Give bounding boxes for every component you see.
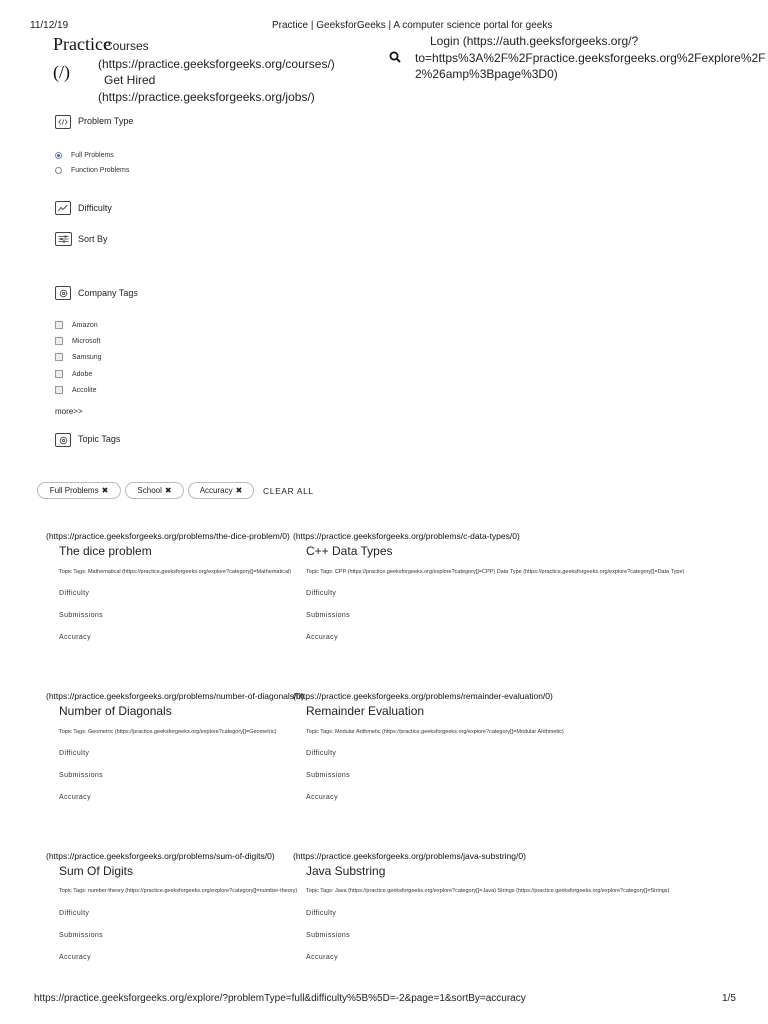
problem-url-link[interactable]: (https://practice.geeksforgeeks.org/problems/sum-of-digits/0) bbox=[46, 851, 275, 861]
problem-type-title[interactable]: Problem Type bbox=[78, 116, 134, 126]
nav-courses-label[interactable]: Courses bbox=[104, 39, 149, 53]
problem-difficulty-label: Difficulty bbox=[306, 750, 337, 757]
chip-accuracy-label: Accuracy bbox=[199, 486, 233, 495]
close-icon[interactable]: ✖ bbox=[235, 486, 243, 495]
problem-accuracy-label: Accuracy bbox=[59, 954, 91, 961]
problem-topic-tags: Topic Tags: Mathematical (https://practice.geeksforgeeks.org/explore?category[]=Mathematical) bbox=[59, 569, 292, 575]
trend-chart-icon bbox=[55, 201, 71, 215]
option-full-problems-label: Full Problems bbox=[71, 152, 114, 159]
company-adobe-label: Adobe bbox=[72, 371, 93, 378]
problem-url-link[interactable]: (https://practice.geeksforgeeks.org/problems/the-dice-problem/0) bbox=[46, 531, 290, 541]
company-samsung-label: Samsung bbox=[72, 354, 102, 361]
problem-topic-tags: Topic Tags: Java (https://practice.geeksforgeeks.org/explore?category[]=Java) Strings (https://practice.geeksforgeeks.org/explore?category[]=Strings) bbox=[306, 888, 670, 894]
search-icon[interactable] bbox=[389, 51, 401, 63]
problem-submissions-label: Submissions bbox=[59, 772, 104, 779]
close-icon[interactable]: ✖ bbox=[101, 486, 109, 495]
problem-accuracy-label: Accuracy bbox=[306, 634, 338, 641]
topic-gear-icon bbox=[55, 433, 71, 447]
sliders-icon bbox=[55, 232, 72, 246]
problem-title[interactable]: Java Substring bbox=[306, 864, 386, 878]
company-microsoft-label: Microsoft bbox=[72, 338, 101, 345]
problem-accuracy-label: Accuracy bbox=[59, 794, 91, 801]
brand-home-link[interactable]: (/) bbox=[53, 62, 70, 82]
problem-submissions-label: Submissions bbox=[306, 932, 351, 939]
checkbox-accolite[interactable] bbox=[55, 386, 63, 394]
nav-courses-url[interactable]: (https://practice.geeksforgeeks.org/courses/) bbox=[98, 57, 335, 71]
chip-full-problems[interactable] bbox=[37, 482, 121, 499]
checkbox-adobe[interactable] bbox=[55, 370, 63, 378]
problem-title[interactable]: Remainder Evaluation bbox=[306, 704, 425, 718]
problem-difficulty-label: Difficulty bbox=[59, 750, 90, 757]
problem-submissions-label: Submissions bbox=[306, 612, 351, 619]
problem-url-link[interactable]: (https://practice.geeksforgeeks.org/problems/java-substring/0) bbox=[293, 851, 526, 861]
problem-topic-tags: Topic Tags: Geometric (https://practice.geeksforgeeks.org/explore?category[]=Geometric) bbox=[59, 729, 277, 735]
problem-accuracy-label: Accuracy bbox=[59, 634, 91, 641]
problem-topic-tags: Topic Tags: number-theory (https://practice.geeksforgeeks.org/explore?category[]=number-theory) bbox=[59, 888, 298, 894]
problem-topic-tags: Topic Tags: CPP (https://practice.geeksforgeeks.org/explore?category[]=CPP) Data Type (https://practice.geeksforgeeks.org/explore?category[]=Data Type) bbox=[306, 569, 685, 575]
gear-icon bbox=[55, 286, 71, 300]
chip-school[interactable] bbox=[125, 482, 184, 499]
print-page-number: 1/5 bbox=[722, 993, 736, 1004]
problem-difficulty-label: Difficulty bbox=[306, 590, 337, 597]
problem-difficulty-label: Difficulty bbox=[306, 910, 337, 917]
chip-school-label: School bbox=[137, 486, 162, 495]
problem-accuracy-label: Accuracy bbox=[306, 794, 338, 801]
problem-url-link[interactable]: (https://practice.geeksforgeeks.org/problems/number-of-diagonals/0) bbox=[46, 691, 304, 701]
option-function-problems-label: Function Problems bbox=[71, 167, 130, 174]
chip-accuracy[interactable] bbox=[188, 482, 254, 499]
radio-full-problems[interactable] bbox=[55, 152, 62, 159]
login-link-line1[interactable]: Login (https://auth.geeksforgeeks.org/? bbox=[430, 34, 639, 48]
login-link-line2[interactable]: to=https%3A%2F%2Fpractice.geeksforgeeks.org%2Fexplore%2F bbox=[415, 51, 766, 65]
problem-difficulty-label: Difficulty bbox=[59, 590, 90, 597]
radio-function-problems[interactable] bbox=[55, 167, 62, 174]
problem-submissions-label: Submissions bbox=[306, 772, 351, 779]
code-icon bbox=[55, 115, 71, 129]
problem-submissions-label: Submissions bbox=[59, 612, 104, 619]
close-icon[interactable]: ✖ bbox=[164, 486, 172, 495]
checkbox-samsung[interactable] bbox=[55, 353, 63, 361]
problem-difficulty-label: Difficulty bbox=[59, 910, 90, 917]
print-date: 11/12/19 bbox=[30, 20, 69, 31]
problem-title[interactable]: The dice problem bbox=[59, 544, 152, 558]
company-amazon-label: Amazon bbox=[72, 322, 98, 329]
problem-title[interactable]: Number of Diagonals bbox=[59, 704, 172, 718]
problem-accuracy-label: Accuracy bbox=[306, 954, 338, 961]
checkbox-microsoft[interactable] bbox=[55, 337, 63, 345]
problem-topic-tags: Topic Tags: Modular Arithmetic (https://practice.geeksforgeeks.org/explore?category[]=Modular Arithmetic) bbox=[306, 729, 564, 735]
print-page-title: Practice | GeeksforGeeks | A computer science portal for geeks bbox=[272, 20, 553, 31]
topic-tags-title[interactable]: Topic Tags bbox=[78, 434, 121, 444]
nav-hired-url[interactable]: (https://practice.geeksforgeeks.org/jobs/) bbox=[98, 90, 315, 104]
company-more-link[interactable]: more>> bbox=[55, 407, 83, 416]
print-footer-url: https://practice.geeksforgeeks.org/explore/?problemType=full&difficulty%5B%5D=-2&page=1&sortBy=accuracy bbox=[34, 993, 526, 1004]
checkbox-amazon[interactable] bbox=[55, 321, 63, 329]
nav-hired-label[interactable]: Get Hired bbox=[104, 73, 156, 87]
problem-title[interactable]: C++ Data Types bbox=[306, 544, 393, 558]
clear-all-button[interactable]: CLEAR ALL bbox=[263, 486, 314, 496]
login-link-line3[interactable]: 2%26amp%3Bpage%3D0) bbox=[415, 67, 558, 81]
company-accolite-label: Accolite bbox=[72, 387, 97, 394]
sort-by-title[interactable]: Sort By bbox=[78, 234, 108, 244]
company-tags-title[interactable]: Company Tags bbox=[78, 288, 138, 298]
problem-submissions-label: Submissions bbox=[59, 932, 104, 939]
brand-logo-text[interactable]: Practice bbox=[53, 34, 111, 54]
problem-url-link[interactable]: (https://practice.geeksforgeeks.org/problems/remainder-evaluation/0) bbox=[293, 691, 553, 701]
chip-full-problems-label: Full Problems bbox=[49, 486, 99, 495]
problem-url-link[interactable]: (https://practice.geeksforgeeks.org/problems/c-data-types/0) bbox=[293, 531, 520, 541]
difficulty-title[interactable]: Difficulty bbox=[78, 203, 112, 213]
problem-title[interactable]: Sum Of Digits bbox=[59, 864, 134, 878]
